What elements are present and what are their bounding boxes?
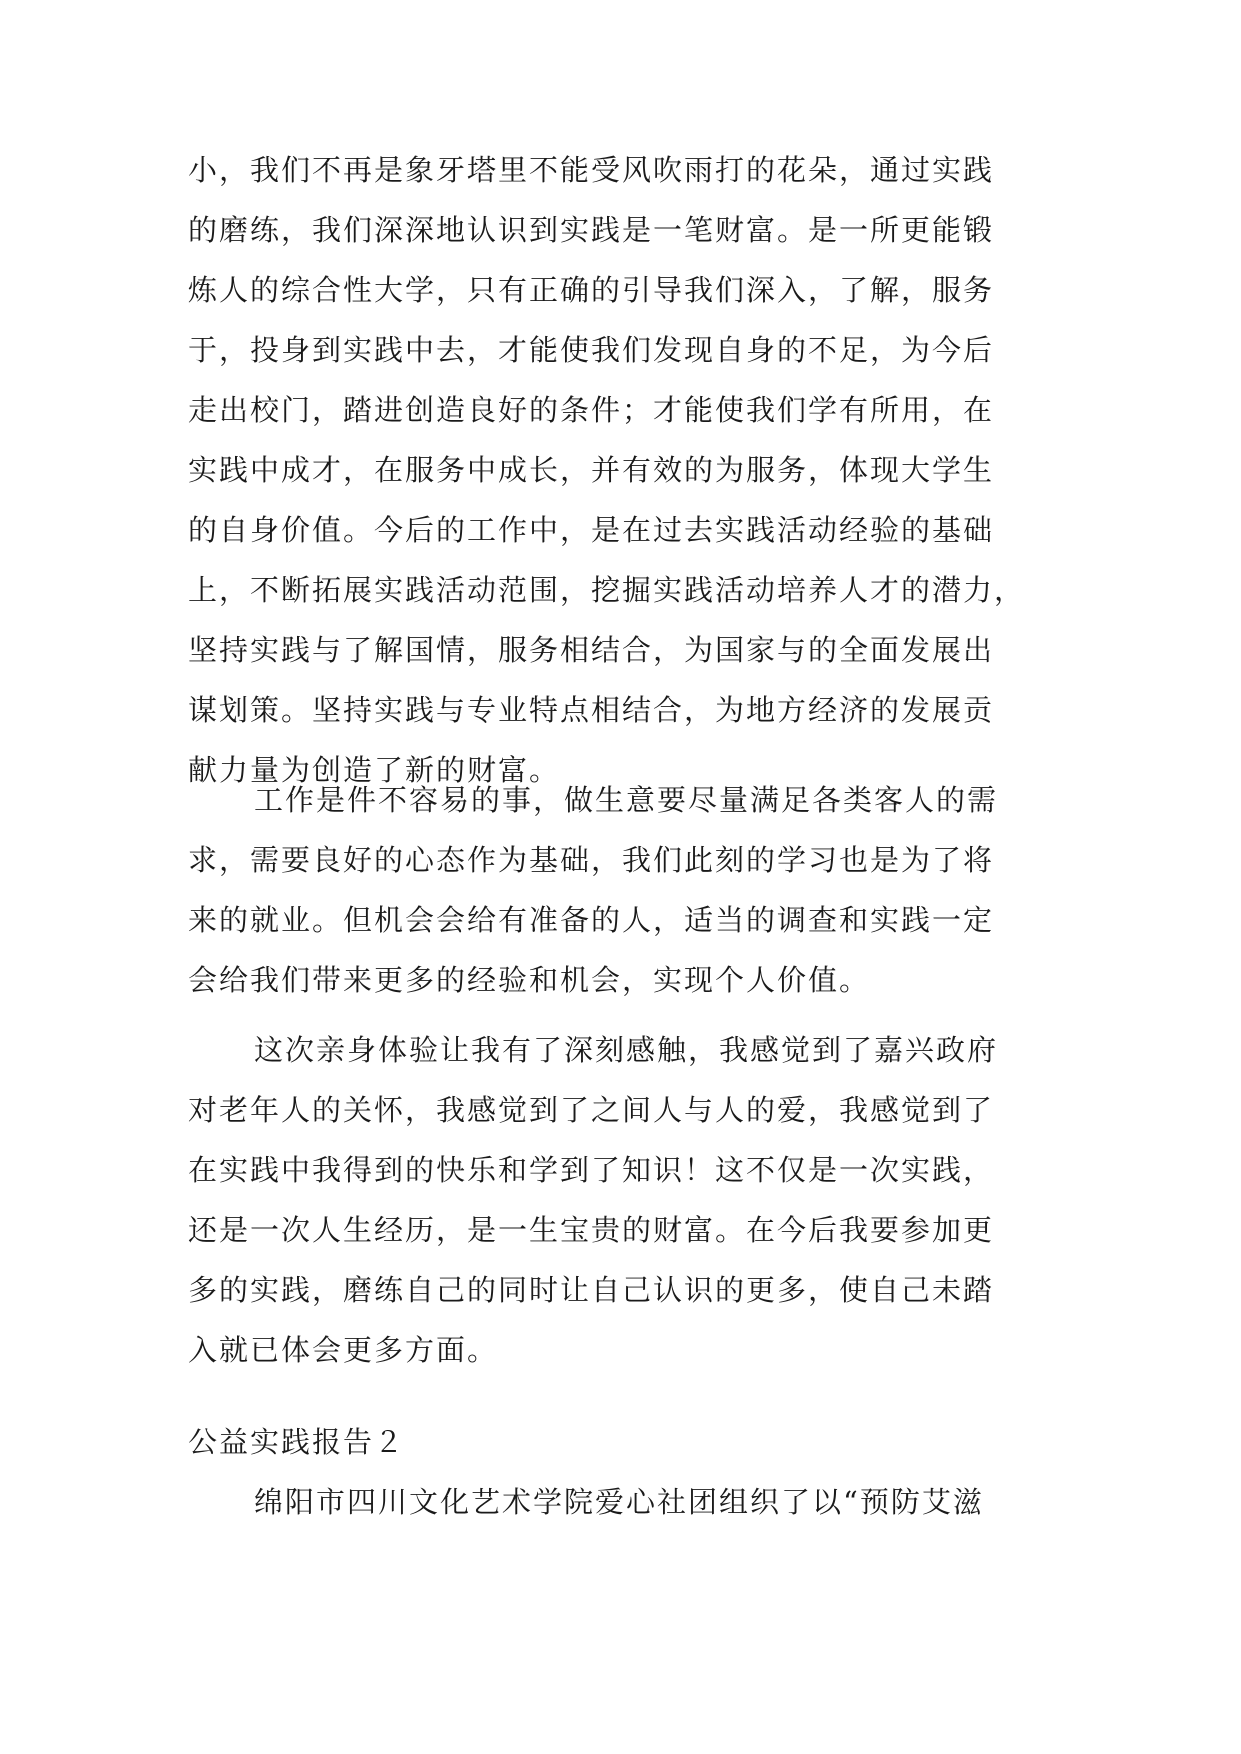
paragraph-line: 谋划策。坚持实践与专业特点相结合，为地方经济的发展贡 <box>188 693 995 727</box>
paragraph-line: 走出校门，踏进创造良好的条件；才能使我们学有所用，在 <box>188 393 995 427</box>
paragraph-line: 献力量为创造了新的财富。 <box>188 753 561 787</box>
paragraph-line: 炼人的综合性大学，只有正确的引导我们深入，了解，服务 <box>188 273 995 307</box>
paragraph-line: 入就已体会更多方面。 <box>188 1333 499 1367</box>
paragraph-line: 求，需要良好的心态作为基础，我们此刻的学习也是为了将 <box>188 843 995 877</box>
paragraph-line: 的自身价值。今后的工作中，是在过去实践活动经验的基础 <box>188 513 995 547</box>
paragraph-line: 坚持实践与了解国情，服务相结合，为国家与的全面发展出 <box>188 633 995 667</box>
paragraph-line: 实践中成才，在服务中成长，并有效的为服务，体现大学生 <box>188 453 995 487</box>
paragraph-line: 于，投身到实践中去，才能使我们发现自身的不足，为今后 <box>188 333 995 367</box>
section-heading: 公益实践报告２ <box>188 1425 406 1459</box>
paragraph-line: 多的实践，磨练自己的同时让自己认识的更多，使自己未踏 <box>188 1273 995 1307</box>
paragraph-line: 小，我们不再是象牙塔里不能受风吹雨打的花朵，通过实践 <box>188 153 995 187</box>
paragraph-line: 的磨练，我们深深地认识到实践是一笔财富。是一所更能锻 <box>188 213 995 247</box>
paragraph-line: 对老年人的关怀，我感觉到了之间人与人的爱，我感觉到了 <box>188 1093 995 1127</box>
paragraph-line: 这次亲身体验让我有了深刻感触，我感觉到了嘉兴政府 <box>254 1033 999 1067</box>
paragraph-line: 上，不断拓展实践活动范围，挖掘实践活动培养人才的潜力， <box>188 573 1026 607</box>
paragraph-line: 会给我们带来更多的经验和机会，实现个人价值。 <box>188 963 871 997</box>
paragraph-line: 工作是件不容易的事，做生意要尽量满足各类客人的需 <box>254 783 999 817</box>
paragraph-line: 来的就业。但机会会给有准备的人，适当的调查和实践一定 <box>188 903 995 937</box>
paragraph-line: 绵阳市四川文化艺术学院爱心社团组织了以“预防艾滋 <box>254 1485 984 1519</box>
paragraph-line: 还是一次人生经历，是一生宝贵的财富。在今后我要参加更 <box>188 1213 995 1247</box>
paragraph-line: 在实践中我得到的快乐和学到了知识！这不仅是一次实践， <box>188 1153 995 1187</box>
